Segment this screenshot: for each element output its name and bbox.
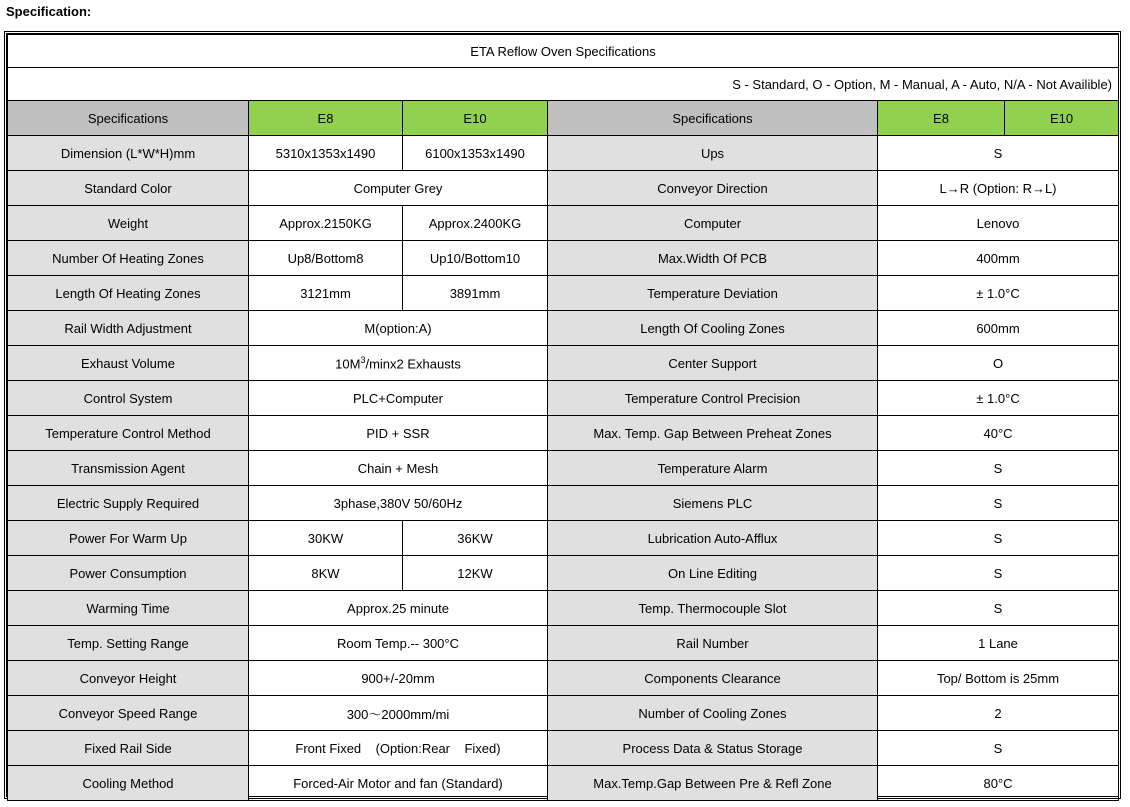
right-value: 40°C	[878, 416, 1119, 451]
right-value: ± 1.0°C	[878, 381, 1119, 416]
spec-label-right: Temp. Thermocouple Slot	[548, 591, 878, 626]
spec-label-right: Max.Temp.Gap Between Pre & Refl Zone	[548, 766, 878, 801]
table-row	[8, 136, 1119, 171]
table-row	[8, 346, 1119, 381]
legend-row	[8, 68, 1119, 101]
spec-label-left: Dimension (L*W*H)mm	[8, 136, 249, 171]
spec-label-right: Temperature Deviation	[548, 276, 878, 311]
spec-label-left: Temp. Setting Range	[8, 626, 249, 661]
spec-label-left: Power For Warm Up	[8, 521, 249, 556]
shared-value: M(option:A)	[249, 311, 548, 346]
e10-value: Approx.2400KG	[403, 206, 548, 241]
table-row	[8, 311, 1119, 346]
legend-text: S - Standard, O - Option, M - Manual, A - Auto, N/A - Not Availible)	[8, 68, 1119, 101]
value-superscript: 3	[360, 354, 366, 365]
title-row	[8, 35, 1119, 68]
table-row	[8, 206, 1119, 241]
spec-label-right: Max. Temp. Gap Between Preheat Zones	[548, 416, 878, 451]
right-value: S	[878, 136, 1119, 171]
shared-value	[249, 346, 548, 381]
spec-label-right: Lubrication Auto-Afflux	[548, 521, 878, 556]
spec-label-right: Temperature Control Precision	[548, 381, 878, 416]
table-row	[8, 766, 1119, 801]
spec-label-left: Temperature Control Method	[8, 416, 249, 451]
spec-label-left: Cooling Method	[8, 766, 249, 801]
spec-label-left: Electric Supply Required	[8, 486, 249, 521]
right-value: L→R (Option: R→L)	[878, 171, 1119, 206]
section-heading: Specification:	[6, 4, 92, 19]
e8-value: Up8/Bottom8	[249, 241, 403, 276]
spec-label-left: Rail Width Adjustment	[8, 311, 249, 346]
e8-value: 8KW	[249, 556, 403, 591]
right-value: ± 1.0°C	[878, 276, 1119, 311]
value-text: 10M	[335, 356, 361, 372]
e8-value: 30KW	[249, 521, 403, 556]
header-e10-left: E10	[403, 101, 548, 136]
header-spec-right: Specifications	[548, 101, 878, 136]
e10-value: 6100x1353x1490	[403, 136, 548, 171]
e10-value: 36KW	[403, 521, 548, 556]
spec-label-right: On Line Editing	[548, 556, 878, 591]
shared-value: Room Temp.-- 300°C	[249, 626, 548, 661]
table-row	[8, 171, 1119, 206]
spec-label-right: Temperature Alarm	[548, 451, 878, 486]
shared-value: PLC+Computer	[249, 381, 548, 416]
header-e8-right: E8	[878, 101, 1005, 136]
spec-label-right: Computer	[548, 206, 878, 241]
header-row	[8, 101, 1119, 136]
spec-label-left: Power Consumption	[8, 556, 249, 591]
spec-label-left: Control System	[8, 381, 249, 416]
table-row	[8, 381, 1119, 416]
shared-value: Chain + Mesh	[249, 451, 548, 486]
table-row	[8, 451, 1119, 486]
right-value: Top/ Bottom is 25mm	[878, 661, 1119, 696]
e10-value: 3891mm	[403, 276, 548, 311]
table-row	[8, 591, 1119, 626]
shared-value: 300～2000mm/mi	[249, 696, 548, 731]
spec-label-left: Length Of Heating Zones	[8, 276, 249, 311]
right-value: O	[878, 346, 1119, 381]
table-title: ETA Reflow Oven Specifications	[8, 35, 1119, 68]
spec-label-left: Warming Time	[8, 591, 249, 626]
table-row	[8, 556, 1119, 591]
header-e8-left: E8	[249, 101, 403, 136]
table-row	[8, 661, 1119, 696]
spec-label-left: Transmission Agent	[8, 451, 249, 486]
shared-value: 900+/-20mm	[249, 661, 548, 696]
right-value: 1 Lane	[878, 626, 1119, 661]
shared-value: 3phase,380V 50/60Hz	[249, 486, 548, 521]
right-value: S	[878, 486, 1119, 521]
header-e10-right: E10	[1005, 101, 1119, 136]
shared-value: Forced-Air Motor and fan (Standard)	[249, 766, 548, 801]
table-row	[8, 696, 1119, 731]
spec-label-left: Number Of Heating Zones	[8, 241, 249, 276]
right-value: 600mm	[878, 311, 1119, 346]
right-value: 400mm	[878, 241, 1119, 276]
spec-label-left: Standard Color	[8, 171, 249, 206]
spec-label-left: Exhaust Volume	[8, 346, 249, 381]
shared-value: Front Fixed (Option:Rear Fixed)	[249, 731, 548, 766]
spec-label-right: Ups	[548, 136, 878, 171]
header-spec-left: Specifications	[8, 101, 249, 136]
right-value: Lenovo	[878, 206, 1119, 241]
spec-label-right: Process Data & Status Storage	[548, 731, 878, 766]
spec-label-right: Components Clearance	[548, 661, 878, 696]
spec-table-frame	[4, 31, 1121, 799]
spec-label-right: Center Support	[548, 346, 878, 381]
right-value: 2	[878, 696, 1119, 731]
table-row	[8, 276, 1119, 311]
table-row	[8, 626, 1119, 661]
spec-table	[7, 34, 1119, 801]
right-value: S	[878, 591, 1119, 626]
value-text: /minx2 Exhausts	[365, 356, 461, 372]
spec-label-left: Conveyor Height	[8, 661, 249, 696]
shared-value: PID + SSR	[249, 416, 548, 451]
spec-label-right: Siemens PLC	[548, 486, 878, 521]
table-row	[8, 241, 1119, 276]
right-value: S	[878, 521, 1119, 556]
spec-label-right: Number of Cooling Zones	[548, 696, 878, 731]
table-row	[8, 731, 1119, 766]
right-value: S	[878, 451, 1119, 486]
e8-value: Approx.2150KG	[249, 206, 403, 241]
e8-value: 3121mm	[249, 276, 403, 311]
spec-label-left: Conveyor Speed Range	[8, 696, 249, 731]
spec-label-right: Max.Width Of PCB	[548, 241, 878, 276]
right-value: 80°C	[878, 766, 1119, 801]
e8-value: 5310x1353x1490	[249, 136, 403, 171]
table-row	[8, 521, 1119, 556]
e10-value: Up10/Bottom10	[403, 241, 548, 276]
e10-value: 12KW	[403, 556, 548, 591]
spec-label-right: Length Of Cooling Zones	[548, 311, 878, 346]
shared-value: Computer Grey	[249, 171, 548, 206]
spec-label-left: Fixed Rail Side	[8, 731, 249, 766]
spec-label-left: Weight	[8, 206, 249, 241]
table-row	[8, 416, 1119, 451]
spec-label-right: Conveyor Direction	[548, 171, 878, 206]
table-row	[8, 486, 1119, 521]
spec-label-right: Rail Number	[548, 626, 878, 661]
shared-value: Approx.25 minute	[249, 591, 548, 626]
right-value: S	[878, 556, 1119, 591]
right-value: S	[878, 731, 1119, 766]
